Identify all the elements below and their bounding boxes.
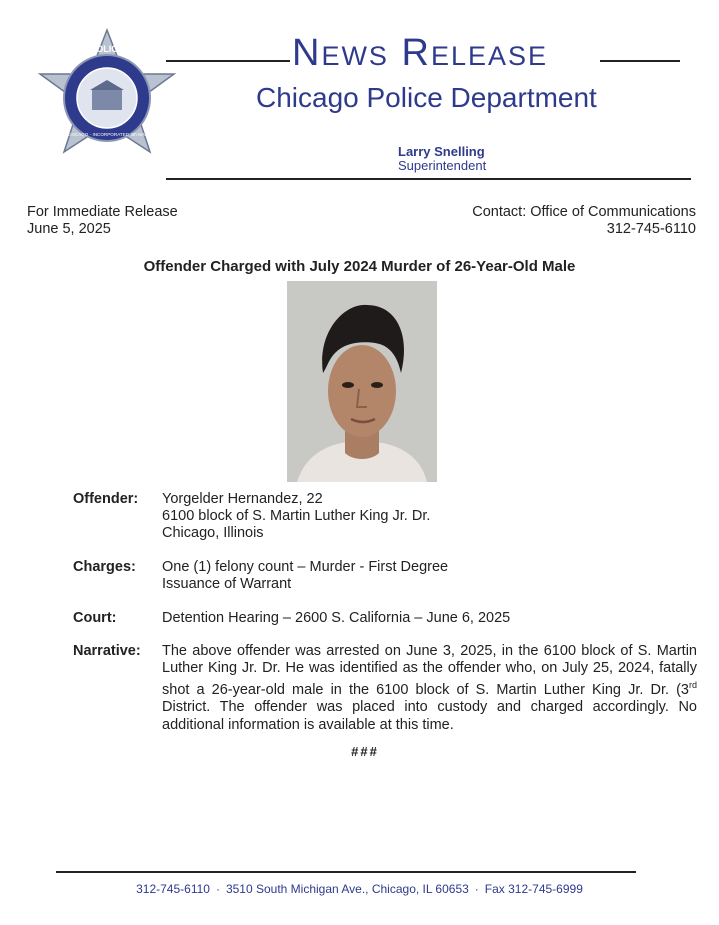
title-rule-left (166, 60, 290, 62)
footer-phone: 312-745-6110 (136, 882, 210, 896)
title-rule-right (600, 60, 680, 62)
charges-label: Charges: (73, 559, 136, 575)
footer-contact: 312-745-6110 · 3510 South Michigan Ave., Chicago, IL 60653 · Fax 312-745-6999 (136, 882, 583, 896)
offender-city: Chicago, Illinois (162, 525, 264, 541)
footer-address: 3510 South Michigan Ave., Chicago, IL 60653 (225, 882, 469, 896)
offender-label: Offender: (73, 491, 139, 507)
badge-star-text: POLICE (90, 44, 124, 54)
footer-fax: Fax 312-745-6999 (484, 882, 583, 896)
offender-name: Yorgelder Hernandez, 22 (162, 491, 323, 507)
narrative-part-1: The above offender was arrested on June 3, 2025, in the 6100 block of S. Martin Luther King Jr. Dr. He was identified as the offender who, on July 25, 2024, fatally shot a 26-year-old male in the 6100 block of S. Martin Luther King Jr. Dr. (3 (162, 643, 697, 699)
superintendent-title: Superintendent (398, 158, 487, 173)
release-date: June 5, 2025 (27, 221, 111, 237)
police-badge-logo (34, 28, 180, 168)
narrative-part-2: District. The offender was placed into custody and charged accordingly. No additional information is available at this time. (162, 699, 697, 733)
release-type: For Immediate Release (27, 204, 178, 220)
contact-office: Contact: Office of Communications (472, 204, 696, 220)
narrative-label: Narrative: (73, 643, 141, 659)
narrative-text (162, 643, 697, 734)
news-release-title: News Release (292, 32, 549, 74)
charge-2: Issuance of Warrant (162, 576, 292, 592)
headline: Offender Charged with July 2024 Murder of 26-Year-Old Male (143, 258, 576, 275)
court-label: Court: (73, 610, 117, 626)
badge-ring-text: CITY OF CHICAGO · INCORPORATED 4th MARCH 1837 (47, 132, 167, 137)
department-name: Chicago Police Department (256, 82, 597, 113)
offender-photo (287, 281, 437, 482)
court-details: Detention Hearing – 2600 S. California – June 6, 2025 (162, 610, 511, 626)
narrative-superscript: rd (688, 680, 697, 691)
offender-address: 6100 block of S. Martin Luther King Jr. Dr. (162, 508, 431, 524)
end-mark: ### (351, 744, 379, 759)
header-divider (166, 178, 691, 180)
superintendent-name: Larry Snelling (398, 144, 485, 159)
charge-1: One (1) felony count – Murder - First Degree (162, 559, 449, 575)
contact-phone: 312-745-6110 (606, 221, 696, 237)
footer-divider (56, 871, 636, 873)
